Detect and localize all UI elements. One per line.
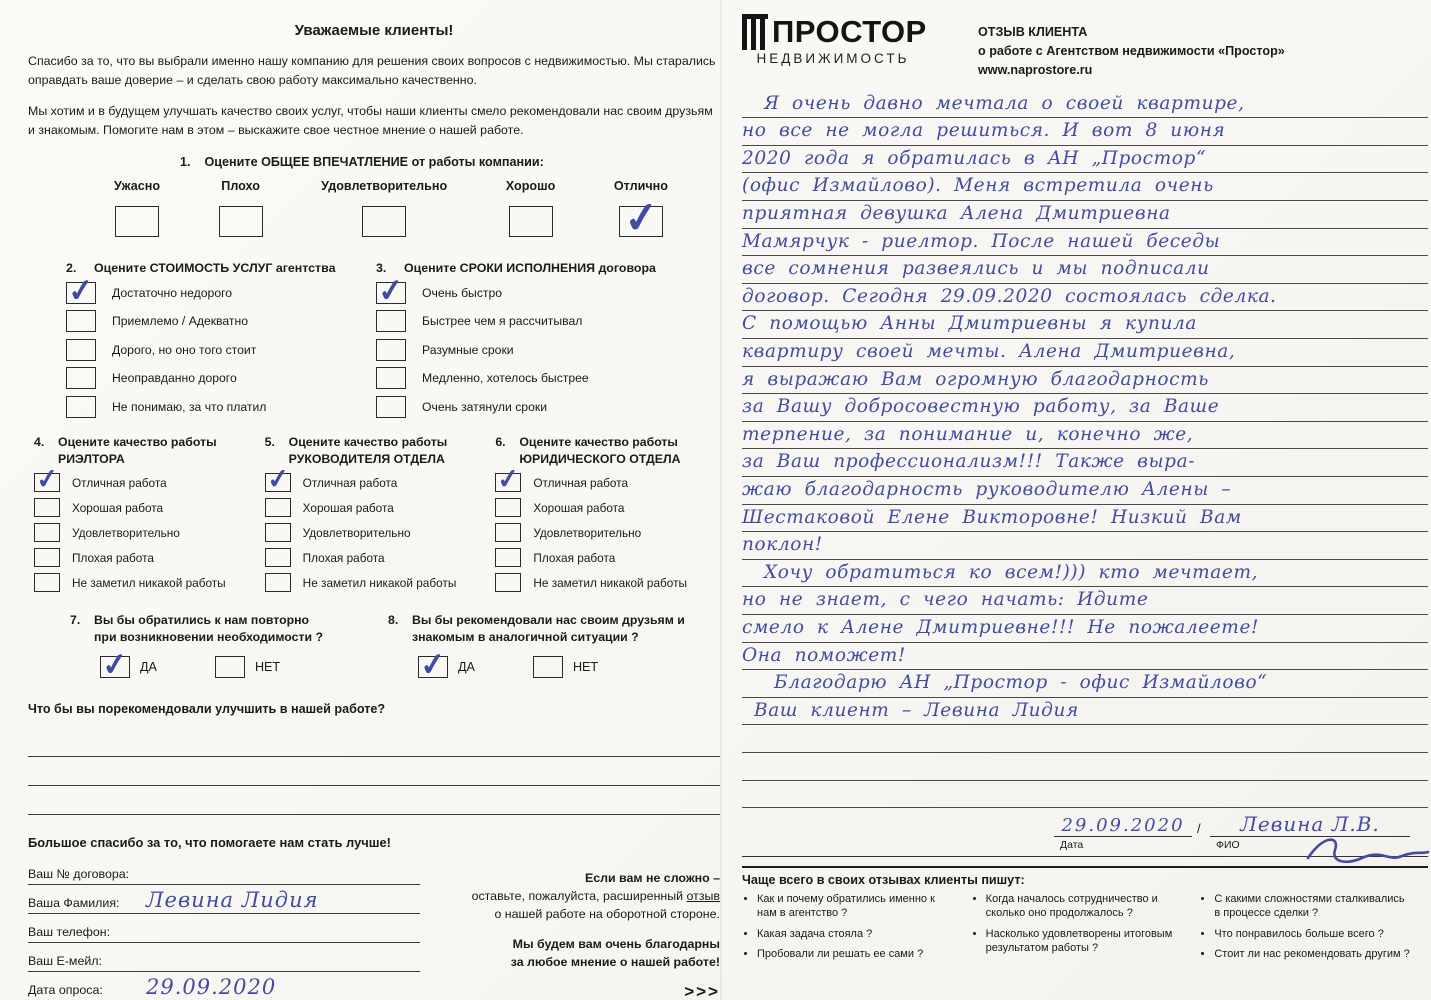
logo-main bbox=[742, 14, 938, 50]
option-row bbox=[265, 573, 490, 592]
checkbox[interactable] bbox=[265, 573, 291, 592]
option-row bbox=[265, 463, 490, 496]
spacer bbox=[420, 924, 720, 936]
question-8-title bbox=[388, 612, 718, 645]
write-in-line[interactable] bbox=[28, 728, 720, 757]
review-line: все сомнения развеялись и мы подписали bbox=[742, 256, 1428, 284]
review-line: Шестаковой Елене Викторовне! Низкий Вам bbox=[742, 505, 1428, 533]
checkbox[interactable] bbox=[34, 498, 60, 517]
thanks-line: Большое спасибо за то, что помогаете нам стать лучше! bbox=[28, 835, 391, 851]
option-label: Удовлетворительно bbox=[72, 525, 180, 540]
review-line: но не знает, с чего начать: Идите bbox=[742, 587, 1428, 615]
checkbox[interactable] bbox=[34, 523, 60, 542]
option-label: Отличная работа bbox=[533, 475, 629, 490]
checkbox[interactable] bbox=[115, 206, 159, 237]
field-value-handwritten: Левина Лидия bbox=[146, 888, 319, 913]
option-row bbox=[495, 463, 720, 496]
option-label: Удовлетворительно bbox=[533, 525, 642, 540]
review-line: но все не могла решиться. И вот 8 июня bbox=[742, 118, 1428, 146]
checkbox[interactable] bbox=[376, 396, 406, 418]
option-label: Неоправданно дорого bbox=[112, 371, 237, 386]
review-line: Мамярчук - риелтор. После нашей беседы bbox=[742, 229, 1428, 257]
hint-item: • С какими сложностями сталкивались в процессе сделки ? bbox=[1214, 892, 1412, 921]
question-title-text: Оцените СРОКИ ИСПОЛНЕНИЯ договора bbox=[404, 261, 656, 276]
option-label: Плохая работа bbox=[72, 550, 154, 565]
field-phone[interactable] bbox=[28, 914, 420, 943]
option-row bbox=[34, 573, 259, 592]
rating-label: Хорошо bbox=[505, 179, 556, 194]
checkbox[interactable] bbox=[219, 206, 263, 237]
option-label: Удовлетворительно bbox=[302, 525, 411, 540]
check-mark-icon: ✓ bbox=[34, 463, 61, 496]
option-label: Очень затянули сроки bbox=[422, 399, 548, 414]
question-4-title bbox=[34, 434, 259, 467]
option-row bbox=[66, 339, 366, 361]
checkbox[interactable] bbox=[265, 523, 291, 542]
review-line: 2020 года я обратилась в АН „Простор“ bbox=[742, 146, 1428, 174]
review-hints-title: Чаще всего в своих отзывах клиенты пишут: bbox=[742, 873, 1025, 888]
separator-slash: / bbox=[1197, 821, 1201, 837]
rating-label: Ужасно bbox=[114, 179, 161, 194]
option-row bbox=[34, 548, 259, 567]
checkbox-checked[interactable] bbox=[66, 271, 96, 310]
handwritten-review bbox=[742, 91, 1428, 808]
rating-option-good bbox=[506, 179, 556, 237]
option-label: Приемлемо / Адекватно bbox=[112, 314, 248, 329]
yes-label: ДА bbox=[458, 660, 475, 675]
hints-column-1 bbox=[742, 892, 971, 967]
question-2-block bbox=[66, 261, 366, 418]
logo-subtitle: НЕДВИЖИМОСТЬ bbox=[756, 51, 910, 66]
question-title-text: Оцените СТОИМОСТЬ УСЛУГ агентства bbox=[94, 261, 336, 276]
check-mark-icon: ✓ bbox=[100, 646, 130, 684]
review-header bbox=[742, 14, 1428, 80]
review-line: Ваш клиент – Левина Лидия bbox=[742, 698, 1428, 726]
no-label: НЕТ bbox=[254, 660, 281, 675]
hint-item: • Пробовали ли решать ее сами ? bbox=[757, 947, 955, 961]
checkbox-yes-checked[interactable] bbox=[418, 646, 448, 684]
page-title: Уважаемые клиенты! bbox=[294, 22, 454, 39]
title-line-1: Оцените качество работы bbox=[288, 434, 448, 449]
option-row bbox=[34, 523, 259, 542]
review-line: поклон! bbox=[742, 532, 1428, 560]
checkbox[interactable] bbox=[34, 548, 60, 567]
review-line: за Вашу добросовестную работу, за Ваше bbox=[742, 394, 1428, 422]
side-note-text: оставьте, пожалуйста, расширенный bbox=[471, 889, 687, 904]
review-line: квартиру своей мечты. Алена Дмитриевна, bbox=[742, 339, 1428, 367]
questions-4-5-6-row bbox=[28, 434, 720, 592]
signature-name-handwritten: Левина Л.В. bbox=[1210, 812, 1410, 837]
question-number: 4. bbox=[34, 434, 45, 449]
option-row bbox=[376, 396, 706, 418]
field-label: Дата опроса: bbox=[28, 983, 103, 998]
option-label: Очень быстро bbox=[422, 285, 503, 300]
option-row bbox=[495, 498, 720, 517]
question-title-text bbox=[412, 612, 685, 645]
title-line-1: Оцените качество работы bbox=[58, 434, 217, 449]
option-label: Не заметил никакой работы bbox=[533, 575, 687, 590]
option-label: Хорошая работа bbox=[302, 500, 394, 515]
checkbox[interactable] bbox=[66, 310, 96, 332]
option-label: Достаточно недорого bbox=[112, 285, 233, 300]
question-number: 8. bbox=[388, 613, 399, 628]
checkbox-yes-checked[interactable] bbox=[100, 646, 130, 684]
option-row bbox=[66, 310, 366, 332]
rating-label: Отлично bbox=[613, 179, 668, 194]
question-title-text bbox=[94, 612, 323, 645]
review-line: я выражаю Вам огромную благодарность bbox=[742, 367, 1428, 395]
checkbox-checked[interactable] bbox=[619, 192, 663, 244]
yes-no-row bbox=[100, 646, 370, 684]
check-mark-icon: ✓ bbox=[376, 271, 406, 310]
question-title-text bbox=[58, 434, 217, 467]
review-line: (офис Измайлово). Меня встретила очень bbox=[742, 173, 1428, 201]
check-mark-icon: ✓ bbox=[418, 646, 448, 684]
review-line-empty bbox=[742, 753, 1428, 781]
review-hints-section bbox=[742, 866, 1428, 967]
question-8-block bbox=[388, 612, 718, 684]
question-number: 6. bbox=[495, 434, 506, 449]
title-line-2: знакомым в аналогичной ситуации ? bbox=[412, 629, 639, 644]
option-label: Отличная работа bbox=[302, 475, 398, 490]
option-row bbox=[265, 523, 490, 542]
title-line-1: Вы бы обратились к нам повторно bbox=[94, 613, 310, 628]
review-title-block bbox=[978, 14, 1285, 80]
field-survey-date[interactable] bbox=[28, 972, 420, 1000]
side-note-line bbox=[420, 888, 720, 906]
title-line-1: Оцените качество работы bbox=[519, 434, 678, 449]
hint-item: • Что понравилось больше всего ? bbox=[1214, 927, 1412, 941]
review-line: Я очень давно мечтала о своей квартире, bbox=[742, 91, 1428, 119]
hint-item: • Стоит ли нас рекомендовать другим ? bbox=[1214, 947, 1412, 961]
question-5-block bbox=[265, 434, 490, 592]
checkbox[interactable] bbox=[265, 548, 291, 567]
signature-row bbox=[742, 808, 1428, 852]
title-line-2: РИЭЛТОРА bbox=[58, 451, 125, 466]
rating-option-terrible bbox=[114, 179, 160, 237]
checkbox[interactable] bbox=[495, 548, 521, 567]
option-label: Не заметил никакой работы bbox=[302, 575, 457, 590]
review-title-line-1: ОТЗЫВ КЛИЕНТА bbox=[978, 25, 1088, 39]
question-title-text bbox=[519, 434, 680, 467]
field-value-handwritten: 29.09.2020 bbox=[146, 975, 277, 1000]
improve-question-label: Что бы вы порекомендовали улучшить в нашей работе? bbox=[28, 702, 386, 717]
review-column bbox=[742, 14, 1428, 967]
signature-squiggle bbox=[1302, 832, 1431, 866]
option-row bbox=[265, 498, 490, 517]
review-hints-columns bbox=[742, 892, 1428, 967]
check-mark-icon: ✓ bbox=[621, 192, 662, 244]
logo-building-icon bbox=[742, 14, 768, 50]
arrows-glyph: >>> bbox=[684, 982, 720, 1000]
checkbox[interactable] bbox=[495, 523, 521, 542]
rating-scale-row bbox=[28, 179, 720, 244]
review-line: терпение, за понимание и, конечно же, bbox=[742, 422, 1428, 450]
question-1-title bbox=[180, 155, 720, 169]
review-line: Благодарю АН „Простор - офис Измайлово“ bbox=[742, 670, 1428, 698]
field-label: Ваш Е-мейл: bbox=[28, 954, 102, 969]
option-row bbox=[66, 396, 366, 418]
question-4-block bbox=[34, 434, 259, 592]
option-label: Плохая работа bbox=[302, 550, 385, 565]
review-line: договор. Сегодня 29.09.2020 состоялась сделка. bbox=[742, 284, 1428, 312]
option-row bbox=[34, 498, 259, 517]
title-line-2: РУКОВОДИТЕЛЯ ОТДЕЛА bbox=[288, 451, 445, 466]
question-number: 1. bbox=[180, 155, 191, 170]
option-label: Дорого, но оно того стоит bbox=[112, 342, 257, 357]
rating-option-bad bbox=[219, 179, 263, 237]
rating-label: Плохо bbox=[221, 179, 260, 194]
question-7-block bbox=[70, 612, 370, 684]
option-label: Не понимаю, за что платил bbox=[112, 399, 267, 414]
check-mark-icon: ✓ bbox=[495, 463, 522, 496]
rating-option-excellent bbox=[613, 179, 668, 244]
field-label: Ваш № договора: bbox=[28, 867, 130, 882]
yes-label: ДА bbox=[140, 660, 157, 675]
title-line-2: ЮРИДИЧЕСКОГО ОТДЕЛА bbox=[519, 451, 681, 466]
side-note-underlined-word: отзыв bbox=[686, 889, 720, 904]
question-title-text: Оцените ОБЩЕЕ ВПЕЧАТЛЕНИЕ от работы компании: bbox=[204, 155, 544, 170]
rating-label: Удовлетворительно bbox=[321, 179, 448, 194]
checkbox[interactable] bbox=[362, 206, 406, 237]
check-mark-icon: ✓ bbox=[265, 463, 291, 496]
check-mark-icon: ✓ bbox=[66, 271, 96, 310]
checkbox[interactable] bbox=[495, 573, 521, 592]
intro-paragraph-1: Спасибо за то, что вы выбрали именно нашу компанию для решения своих вопросов с недвижимостью. Мы старались оправдать ваше доверие – и сделать свою работу максимально качественно. bbox=[28, 54, 716, 87]
review-line: за Ваш профессионализм!!! Также выра- bbox=[742, 449, 1428, 477]
checkbox[interactable] bbox=[376, 310, 406, 332]
option-label: Отличная работа bbox=[72, 475, 167, 490]
option-row bbox=[376, 367, 706, 389]
option-label: Не заметил никакой работы bbox=[72, 575, 226, 590]
question-7-title bbox=[70, 612, 370, 645]
hint-item: • Какая задача стояла ? bbox=[757, 927, 955, 941]
question-number: 3. bbox=[376, 261, 387, 276]
hints-column-2 bbox=[971, 892, 1200, 967]
intro-paragraph-2: Мы хотим и в будущем улучшать качество своих услуг, чтобы наши клиенты смело рекомендовали нас своим друзьям и знакомым. Помогите нам в этом – выскажите свое честное мнение о нашей работе. bbox=[28, 104, 713, 137]
option-row bbox=[495, 523, 720, 542]
checkbox[interactable] bbox=[66, 367, 96, 389]
option-row bbox=[66, 367, 366, 389]
question-number: 2. bbox=[66, 261, 77, 276]
write-in-line[interactable] bbox=[28, 757, 720, 786]
title-line-1: Вы бы рекомендовали нас своим друзьям и bbox=[412, 613, 685, 628]
review-line: жаю благодарность руководителю Алены – bbox=[742, 477, 1428, 505]
option-row bbox=[495, 573, 720, 592]
signature-date-handwritten: 29.09.2020 bbox=[1054, 815, 1192, 837]
option-label: Медленно, хотелось быстрее bbox=[422, 371, 589, 386]
question-number: 7. bbox=[70, 613, 81, 628]
review-line-empty bbox=[742, 781, 1428, 809]
company-logo bbox=[742, 14, 938, 80]
checkbox-no[interactable] bbox=[533, 656, 563, 678]
contact-fields bbox=[28, 856, 420, 1000]
option-label: Плохая работа bbox=[533, 550, 616, 565]
question-number: 5. bbox=[264, 434, 275, 449]
option-label: Хорошая работа bbox=[72, 500, 164, 515]
questionnaire-column bbox=[28, 14, 720, 1000]
yes-no-row bbox=[418, 646, 718, 684]
question-3-block bbox=[376, 261, 706, 418]
hint-item: • Как и почему обратились именно к нам в агентство ? bbox=[757, 892, 955, 921]
checkbox[interactable] bbox=[265, 498, 291, 517]
field-contract-number[interactable] bbox=[28, 856, 420, 885]
question-3-title bbox=[376, 261, 706, 275]
option-row bbox=[376, 339, 706, 361]
fio-label: ФИО bbox=[1216, 839, 1240, 852]
hint-item: • Когда началось сотрудничество и сколько оно продолжалось ? bbox=[986, 892, 1184, 921]
field-email[interactable] bbox=[28, 943, 420, 972]
field-label: Ваша Фамилия: bbox=[28, 896, 120, 911]
question-5-title bbox=[265, 434, 490, 467]
hints-column-3 bbox=[1199, 892, 1428, 967]
review-line: Она поможет! bbox=[742, 643, 1428, 671]
questions-2-3-row bbox=[28, 261, 720, 418]
option-row bbox=[495, 548, 720, 567]
checkbox-checked[interactable] bbox=[34, 463, 61, 496]
option-label: Хорошая работа bbox=[533, 500, 625, 515]
checkbox[interactable] bbox=[376, 339, 406, 361]
option-row bbox=[265, 548, 490, 567]
no-label: НЕТ bbox=[572, 660, 599, 675]
rating-option-satisfactory bbox=[321, 179, 447, 237]
title-line-2: при возникновении необходимости ? bbox=[94, 629, 323, 644]
checkbox-checked[interactable] bbox=[495, 463, 522, 496]
review-line-empty bbox=[742, 725, 1428, 753]
field-surname[interactable] bbox=[28, 885, 420, 914]
write-in-line[interactable] bbox=[28, 786, 720, 815]
checkbox[interactable] bbox=[495, 498, 521, 517]
question-6-title bbox=[495, 434, 720, 467]
review-title-line-2: о работе с Агентством недвижимости «Простор» bbox=[978, 43, 1285, 58]
website-url: www.naprostore.ru bbox=[978, 62, 1093, 77]
side-note-bold-line: за любое мнение о нашей работе! bbox=[510, 955, 720, 970]
review-line: С помощью Анны Дмитриевны я купила bbox=[742, 311, 1428, 339]
review-line: Хочу обратиться ко всем!))) кто мечтает, bbox=[742, 560, 1428, 588]
option-row bbox=[376, 271, 706, 310]
checkbox[interactable] bbox=[34, 573, 60, 592]
option-row bbox=[376, 310, 706, 332]
side-note-line: о нашей работе на оборотной стороне. bbox=[494, 907, 720, 922]
checkbox[interactable] bbox=[509, 206, 553, 237]
side-note-bold-line: Если вам не сложно – bbox=[584, 871, 720, 886]
contact-fields-section bbox=[28, 856, 720, 1000]
checkbox-checked[interactable] bbox=[265, 463, 291, 496]
question-2-title bbox=[66, 261, 366, 275]
checkbox[interactable] bbox=[66, 339, 96, 361]
checkbox[interactable] bbox=[66, 396, 96, 418]
question-6-block bbox=[495, 434, 720, 592]
questions-7-8-row bbox=[28, 612, 720, 684]
checkbox-checked[interactable] bbox=[376, 271, 406, 310]
option-label: Быстрее чем я рассчитывал bbox=[422, 314, 583, 329]
option-label: Разумные сроки bbox=[422, 342, 514, 357]
date-label: Дата bbox=[1060, 839, 1084, 852]
question-title-text bbox=[289, 434, 448, 467]
page-fold-divider bbox=[720, 0, 723, 1000]
side-note-bold-line: Мы будем вам очень благодарны bbox=[512, 937, 720, 952]
checkbox[interactable] bbox=[376, 367, 406, 389]
review-line: смело к Алене Дмитриевне!!! Не пожалеете! bbox=[742, 615, 1428, 643]
checkbox-no[interactable] bbox=[215, 656, 245, 678]
review-line: приятная девушка Алена Дмитриевна bbox=[742, 201, 1428, 229]
logo-name: ПРОСТОР bbox=[772, 14, 927, 49]
hint-item: • Насколько удовлетворены итоговым результатом работы ? bbox=[986, 927, 1184, 956]
option-row bbox=[34, 463, 259, 496]
option-row bbox=[66, 271, 366, 310]
field-label: Ваш телефон: bbox=[28, 925, 111, 940]
side-note bbox=[420, 870, 720, 1000]
